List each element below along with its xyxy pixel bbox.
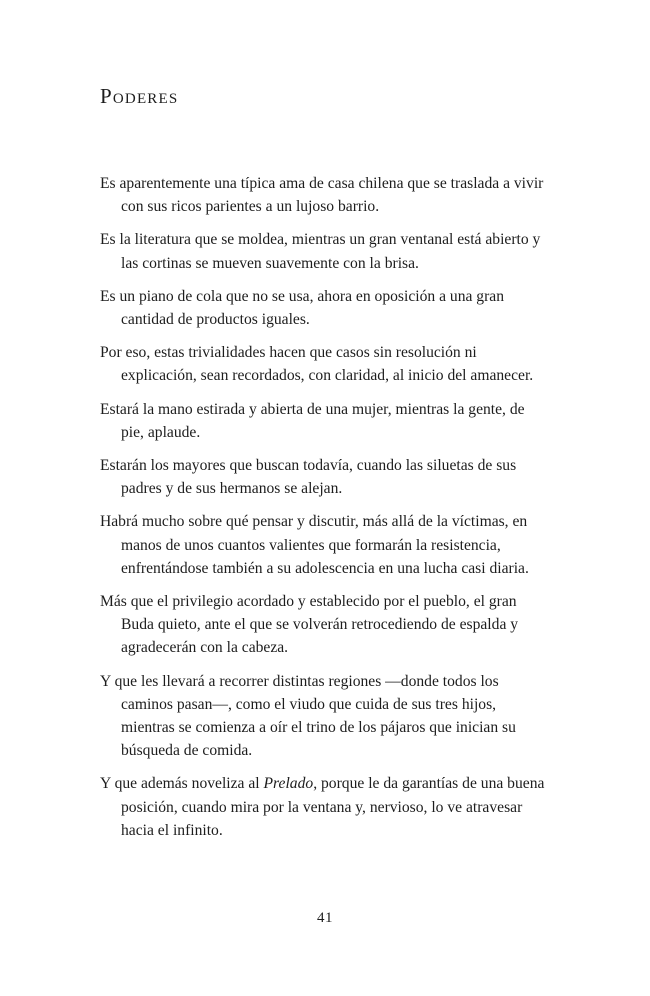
paragraph-8: Más que el privilegio acordado y establecido por el pueblo, el gran Buda quieto, ante el que se volverán retrocediendo de espalda y agradecerán con la cabeza.	[100, 593, 519, 657]
paragraph-10-start: Y que además noveliza al	[100, 775, 264, 793]
paragraph-10	[100, 772, 550, 842]
paragraph-5: Estará la mano estirada y abierta de una mujer, mientras la gente, de pie, aplaude.	[100, 400, 525, 441]
paragraph-4: Por eso, estas trivialidades hacen que casos sin resolución ni explicación, sean recordados, con claridad, al inicio del amanecer.	[100, 344, 534, 385]
poem-body	[100, 172, 550, 852]
paragraph-1: Es aparentemente una típica ama de casa chilena que se traslada a vivir con sus ricos parientes a un lujoso barrio.	[100, 175, 544, 216]
paragraph-9: Y que les llevará a recorrer distintas regiones —donde todos los caminos pasan—, como el viudo que cuida de sus tres hijos, mientras se comienza a oír el trino de los pájaros que inician su búsqueda de comida.	[100, 672, 516, 760]
paragraph-6: Estarán los mayores que buscan todavía, cuando las siluetas de sus padres y de sus hermanos se alejan.	[100, 457, 517, 498]
page-number: 41	[317, 910, 333, 926]
paragraph-2: Es la literatura que se moldea, mientras un gran ventanal está abierto y las cortinas se mueven suavemente con la brisa.	[100, 231, 541, 272]
page-title: Poderes	[100, 84, 179, 108]
paragraph-10-end: , porque le da garantías de una buena posición, cuando mira por la ventana y, nervioso, lo ve atravesar hacia el infinito.	[121, 775, 545, 839]
italic-title-prelado: Prelado	[263, 775, 314, 793]
paragraph-3: Es un piano de cola que no se usa, ahora en oposición a una gran cantidad de productos iguales.	[100, 287, 505, 329]
paragraph-7: Habrá mucho sobre qué pensar y discutir, más allá de la víctimas, en manos de unos cuantos valientes que formarán la resistencia, enfrentándose también a su adolescencia en una lucha casi diaria.	[100, 513, 529, 577]
